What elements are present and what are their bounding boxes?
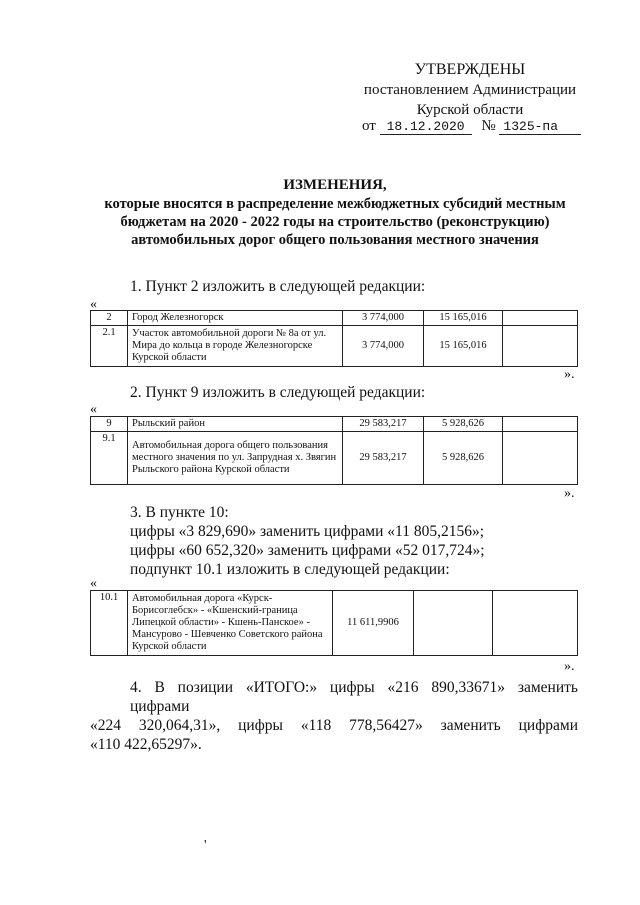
item-1-open-quote: «: [90, 297, 97, 312]
item-2-text: 2. Пункт 9 изложить в следующей редакции:: [130, 384, 426, 401]
row-name: Участок автомобильной дороги № 8а от ул. Мира до кольца в городе Железногорске Курской области: [128, 326, 343, 367]
document-heading: [80, 176, 590, 249]
approval-from: от: [362, 118, 376, 134]
item-4-line-2: «224 320,064,31», цифры «118 778,56427» заменить цифрами: [90, 717, 578, 734]
row-value-3: [503, 417, 578, 432]
row-value-3: [503, 432, 578, 485]
footer-mark: ': [204, 838, 207, 853]
item-2-table: [90, 416, 578, 485]
approval-line-1: постановлением Администрации: [363, 82, 577, 98]
row-name: Автомобильная дорога «Курск-Борисоглебск» - «Кшенский-граница Липецкой области» - Кшень-Панское» - Мансурово - Шевченко Советского района Курской области: [128, 591, 333, 656]
heading-line-2: бюджетам на 2020 - 2022 годы на строительство (реконструкцию): [120, 214, 550, 230]
row-value-3: [493, 591, 578, 656]
approval-date-line: [362, 118, 581, 135]
approval-line-2: Курской области: [416, 102, 524, 118]
item-3-table: [90, 590, 578, 656]
row-value-2: 15 165,016: [424, 326, 503, 367]
item-3-open-quote: «: [90, 576, 97, 591]
table-row: [91, 311, 578, 326]
row-number: 2.1: [91, 326, 128, 367]
item-1-text: 1. Пункт 2 изложить в следующей редакции:: [130, 278, 426, 295]
item-3-close-quote: ».: [564, 659, 575, 674]
heading-line-3: автомобильных дорог общего пользования местного значения: [131, 232, 539, 248]
table-row: [91, 417, 578, 432]
row-value-3: [503, 326, 578, 367]
approval-block: [345, 60, 595, 120]
row-value-1: 3 774,000: [343, 326, 424, 367]
row-value-1: 11 611,9906: [333, 591, 414, 656]
approval-number-sign: №: [481, 118, 496, 134]
item-2-open-quote: «: [90, 402, 97, 417]
table-row: [91, 591, 578, 656]
row-number: 9.1: [91, 432, 128, 485]
item-4-line-3: «110 422,65297».: [90, 736, 202, 753]
item-4-line-1: 4. В позиции «ИТОГО:» цифры «216 890,33671» заменить цифрами: [130, 679, 578, 715]
row-value-2: 15 165,016: [424, 311, 503, 326]
table-row: [91, 326, 578, 367]
row-value-2: 5 928,626: [424, 432, 503, 485]
row-value-1: 29 583,217: [343, 417, 424, 432]
row-number: 2: [91, 311, 128, 326]
item-3-line-3: подпункт 10.1 изложить в следующей редакции:: [130, 561, 450, 578]
item-3-line-1: цифры «3 829,690» заменить цифрами «11 805,2156»;: [130, 523, 485, 540]
approval-date: 18.12.2020: [380, 119, 472, 135]
row-name: Автомобильная дорога общего пользования местного значения по ул. Запрудная х. Звягин Рыльского района Курской области: [128, 432, 343, 485]
row-number: 9: [91, 417, 128, 432]
heading-line-1: которые вносятся в распределение межбюджетных субсидий местным: [104, 196, 566, 212]
item-1-table: [90, 310, 578, 367]
item-3-line-2: цифры «60 652,320» заменить цифрами «52 017,724»;: [130, 542, 485, 559]
row-value-2: 5 928,626: [424, 417, 503, 432]
approval-title: УТВЕРЖДЕНЫ: [414, 61, 526, 78]
heading-title: ИЗМЕНЕНИЯ,: [283, 177, 387, 193]
item-2-close-quote: ».: [564, 486, 575, 501]
row-value-1: 3 774,000: [343, 311, 424, 326]
row-value-2: [414, 591, 493, 656]
item-3-block: [130, 503, 485, 579]
item-1-close-quote: ».: [564, 367, 575, 382]
item-3-text: 3. В пункте 10:: [130, 504, 229, 521]
row-number: 10.1: [91, 591, 128, 656]
row-value-1: 29 583,217: [343, 432, 424, 485]
row-name: Рыльский район: [128, 417, 343, 432]
table-row: [91, 432, 578, 485]
row-name: Город Железногорск: [128, 311, 343, 326]
item-4-block: [90, 678, 578, 754]
row-value-3: [503, 311, 578, 326]
approval-number: 1325-па: [499, 119, 581, 135]
